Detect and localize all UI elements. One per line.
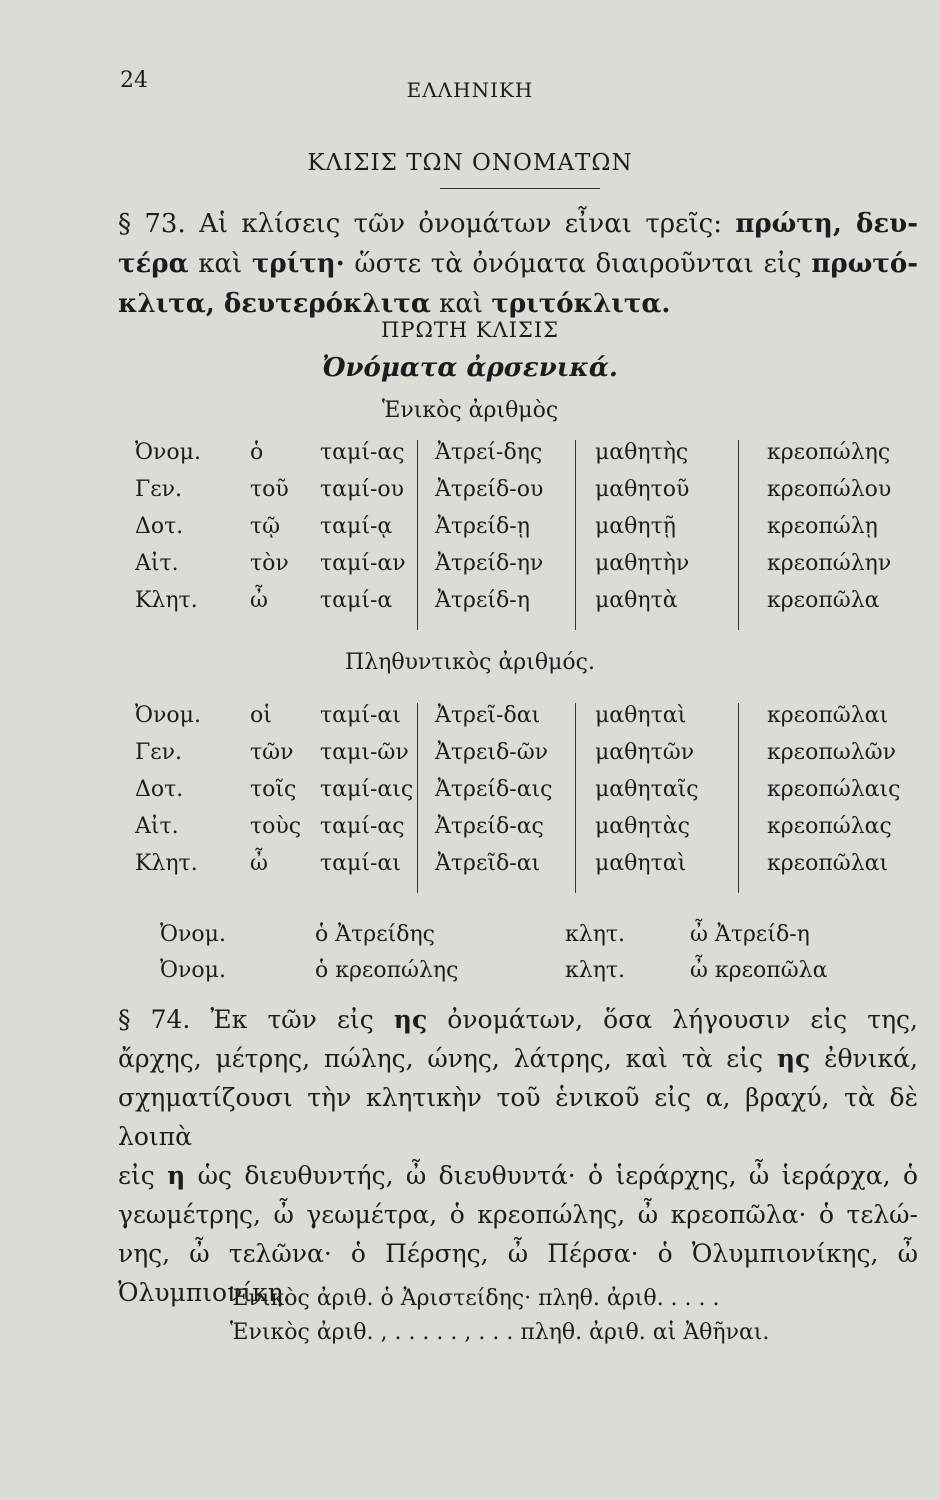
- para73-line2: τέρα καὶ τρίτη· ὥστε τὰ ὀνόματα διαιροῦνται εἰς πρωτό-: [118, 249, 919, 279]
- title-rule: [440, 188, 600, 189]
- singular-heading: Ἑνικὸς ἀριθμὸς: [381, 398, 559, 423]
- table-row: Ὀνομ. ὁ ταμί-ας Ἀτρεί-δης μαθητὴς κρεοπώλης: [135, 440, 891, 465]
- running-head: ΕΛΛΗΝΙΚΗ: [406, 78, 534, 102]
- table-row: Γεν. τοῦ ταμί-ου Ἀτρείδ-ου μαθητοῦ κρεοπώλου: [135, 477, 892, 502]
- para74-line3: σχηματίζουσι τὴν κλητικὴν τοῦ ἑνικοῦ εἰς α, βραχύ, τὰ δὲ λοιπὰ: [118, 1083, 918, 1151]
- table-row: Κλητ. ὦ ταμί-αι Ἀτρεῖδ-αι μαθηταὶ κρεοπῶλαι: [135, 851, 889, 876]
- vocative-line: Ὀνομ. ὁ κρεοπώλης κλητ. ὦ κρεοπῶλα: [160, 958, 828, 983]
- para74-line4: εἰς η ὡς διευθυντής, ὦ διευθυντά· ὁ ἱεράρχης, ὦ ἱεράρχα, ὁ: [118, 1161, 918, 1190]
- page-number: 24: [120, 68, 148, 93]
- paragraph-74: [118, 1000, 918, 1312]
- para74-line1: § 74. Ἐκ τῶν εἰς ης ὀνομάτων, ὅσα λήγουσιν εἰς της,: [118, 1005, 919, 1034]
- table-row: Αἰτ. τὸν ταμί-αν Ἀτρείδ-ην μαθητὴν κρεοπώλην: [135, 551, 892, 576]
- para74-line5: γεωμέτρης, ὦ γεωμέτρα, ὁ κρεοπώλης, ὦ κρεοπῶλα· ὁ τελώ-: [118, 1200, 918, 1229]
- table-row: Δοτ. τοῖς ταμί-αις Ἀτρείδ-αις μαθηταῖς κρεοπώλαις: [135, 777, 901, 802]
- plural-heading: Πληθυντικὸς ἀριθμός.: [345, 650, 595, 675]
- exercise-line-2: Ἑνικὸς ἀριθ. , . . . . . , . . . πληθ. ἀριθ. αἱ Ἀθῆναι.: [230, 1320, 770, 1345]
- para73-line1: § 73. Αἱ κλίσεις τῶν ὀνομάτων εἶναι τρεῖς: πρώτη, δευ-: [118, 209, 919, 239]
- chapter-title: ΚΛΙΣΙΣ ΤΩΝ ΟΝΟΜΑΤΩΝ: [307, 150, 633, 176]
- table-row: Δοτ. τῷ ταμί-ᾳ Ἀτρείδ-ῃ μαθητῇ κρεοπώλῃ: [135, 514, 878, 539]
- table-row: Αἰτ. τοὺς ταμί-ας Ἀτρείδ-ας μαθητὰς κρεοπώλας: [135, 814, 892, 839]
- vocative-line: Ὀνομ. ὁ Ἀτρείδης κλητ. ὦ Ἀτρείδ-η: [160, 922, 810, 947]
- singular-table: [135, 440, 915, 630]
- exercise-line-1: Ἑνικὸς ἀριθ. ὁ Ἀριστείδης· πληθ. ἀριθ. . . . .: [230, 1286, 720, 1311]
- para74-line2: ἄρχης, μέτρης, πώλης, ώνης, λάτρης, καὶ τὰ εἰς ης ἐθνικά,: [118, 1044, 918, 1073]
- para74-line7: Ὀλυμπιονίκη.: [118, 1278, 291, 1307]
- section-subheading: Ὀνόματα ἀρσενικά.: [322, 353, 618, 383]
- table-row: Κλητ. ὦ ταμί-α Ἀτρείδ-η μαθητὰ κρεοπῶλα: [135, 588, 880, 613]
- para74-line6: νης, ὦ τελῶνα· ὁ Πέρσης, ὦ Πέρσα· ὁ Ὀλυμπιονίκης, ὦ: [118, 1239, 918, 1268]
- plural-table: [135, 703, 915, 893]
- paragraph-73: [118, 204, 918, 324]
- table-row: Γεν. τῶν ταμι-ῶν Ἀτρειδ-ῶν μαθητῶν κρεοπωλῶν: [135, 740, 896, 765]
- table-row: Ὀνομ. οἱ ταμί-αι Ἀτρεῖ-δαι μαθηταὶ κρεοπῶλαι: [135, 703, 889, 728]
- section-heading: ΠΡΩΤΗ ΚΛΙΣΙΣ: [381, 318, 559, 342]
- para73-line3: κλιτα, δευτερόκλιτα καὶ τριτόκλιτα.: [118, 289, 671, 319]
